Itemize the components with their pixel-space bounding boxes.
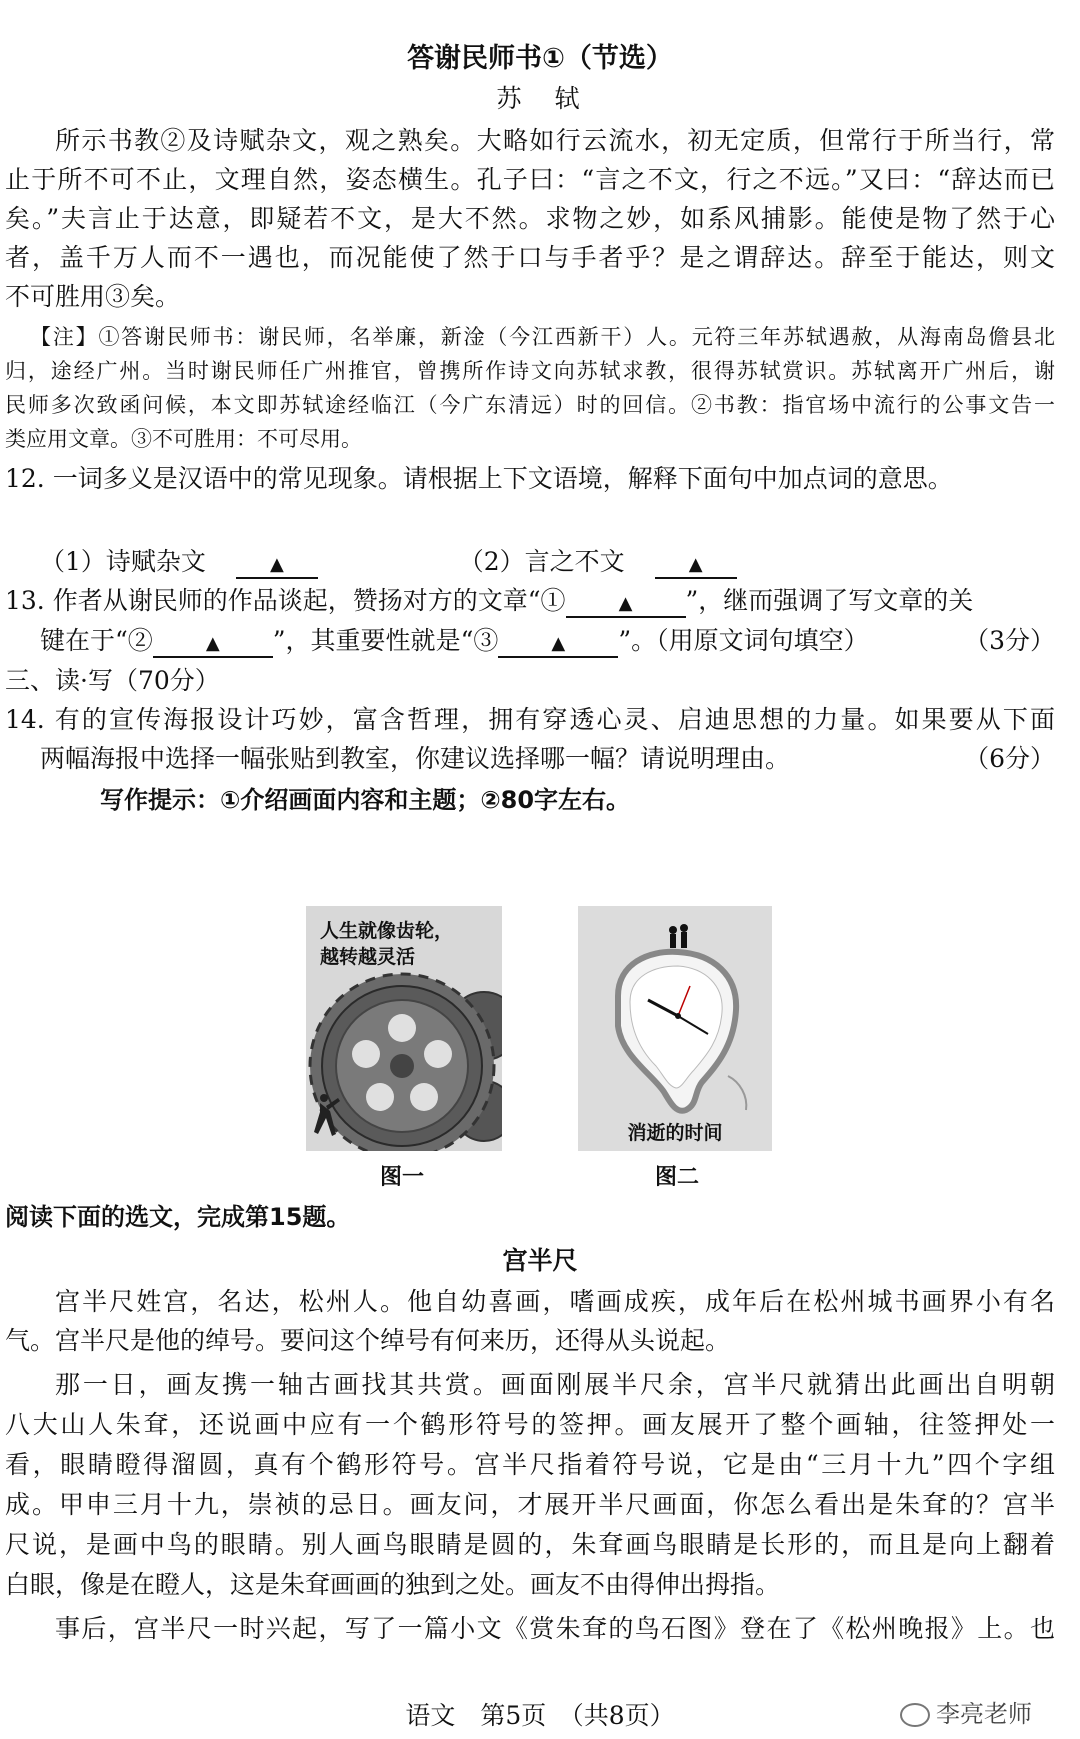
question-13-score: （3分）: [964, 626, 1055, 655]
poster-2-caption: 图二: [655, 1165, 700, 1190]
poster-1-caption: 图一: [380, 1165, 425, 1190]
question-13-line-2: [40, 624, 1055, 658]
section-heading: 三、读·写（70分）: [5, 666, 220, 695]
passage-line: 所示书教②及诗赋杂文，观之熟矣。大略如行云流水，初无定质，但常行于所当行，常: [55, 126, 1055, 155]
footnote-line: 民师多次致函问候，本文即苏轼途经临江（今广东清远）时的回信。②书教：指官场中流行的公事文告一: [5, 393, 1055, 417]
story-line: 宫半尺姓宫，名达，松州人。他自幼喜画，嗜画成疾，成年后在松州城书画界小有名: [55, 1287, 1055, 1316]
q13-text: 键在于“②: [40, 626, 153, 655]
watermark-text: 李亮老师: [936, 1700, 1032, 1728]
q13-text: ”，其重要性就是“③: [272, 626, 499, 655]
question-13-line-1: [5, 584, 1055, 618]
q12-answer-blank-2[interactable]: ▲: [655, 553, 737, 579]
reading-intro: 阅读下面的选文，完成第15题。: [5, 1203, 351, 1231]
q12-item-1: （1）诗赋杂文: [40, 547, 206, 576]
writing-tip: 写作提示：①介绍画面内容和主题；②80字左右。: [100, 786, 631, 814]
passage-line: 不可胜用③矣。: [5, 282, 181, 311]
question-14-line-1: 14. 有的宣传海报设计巧妙，富含哲理，拥有穿透心灵、启迪思想的力量。如果要从下面: [5, 705, 1055, 734]
poster-clock: [578, 906, 772, 1151]
story-line: 气。宫半尺是他的绰号。要问这个绰号有何来历，还得从头说起。: [5, 1326, 731, 1355]
q13-text: 13. 作者从谢民师的作品谈起，赞扬对方的文章“①: [5, 586, 566, 615]
q12-item-2: （2）言之不文: [458, 547, 625, 576]
poster-gears: [306, 906, 502, 1151]
passage-title: 答谢民师书①（节选）: [407, 43, 673, 74]
story-line: 尺说，是画中鸟的眼睛。别人画鸟眼睛是圆的，朱耷画鸟眼睛是长形的，而且是向上翻着: [5, 1530, 1055, 1559]
q13-answer-blank-1[interactable]: ▲: [566, 592, 686, 618]
q13-answer-blank-3[interactable]: ▲: [498, 632, 618, 658]
passage-line: 者，盖千万人而不一遇也，而况能使了然于口与手者乎？是之谓辞达。辞至于能达，则文: [5, 243, 1055, 272]
story-line: 白眼，像是在瞪人，这是朱耷画画的独到之处。画友不由得伸出拇指。: [5, 1570, 781, 1599]
story-line: 看，眼睛瞪得溜圆，真有个鹤形符号。宫半尺指着符号说，它是由“三月十九”四个字组: [5, 1450, 1055, 1479]
story-line: 事后，宫半尺一时兴起，写了一篇小文《赏朱耷的鸟石图》登在了《松州晚报》上。也: [55, 1614, 1055, 1643]
passage-line: 矣。”夫言止于达意，即疑若不文，是大不然。求物之妙，如系风捕影。能使是物了然于心: [5, 204, 1055, 233]
melting-clock-icon: [578, 906, 772, 1151]
page-footer: 语文 第5页 （共8页）: [405, 1701, 675, 1730]
footnote-line: 类应用文章。③不可胜用：不可尽用。: [5, 427, 362, 451]
question-14-line-2: [40, 742, 1055, 776]
story-line: 那一日，画友携一轴古画找其共赏。画面刚展半尺余，宫半尺就猜出此画出自明朝: [55, 1370, 1055, 1399]
q13-answer-blank-2[interactable]: ▲: [153, 632, 273, 658]
question-12: 12. 一词多义是汉语中的常见现象。请根据上下文语境，解释下面句中加点词的意思。: [5, 464, 953, 493]
watermark: [900, 1694, 1032, 1729]
passage-line: 止于所不可不止，文理自然，姿态横生。孔子曰：“言之不文，行之不远。”又曰：“辞达而已: [5, 165, 1055, 194]
footnote-line: 归，途经广州。当时谢民师任广州推官，曾携所作诗文向苏轼求教，很得苏轼赏识。苏轼离开广州后，谢: [5, 359, 1055, 383]
question-12-items: [40, 545, 1040, 579]
passage-author: 苏 轼: [496, 84, 584, 113]
poster-2-text: 消逝的时间: [627, 1122, 723, 1144]
story-title: 宫半尺: [502, 1246, 578, 1275]
q13-text: ”，继而强调了写文章的关: [685, 586, 974, 615]
wechat-icon: [900, 1703, 930, 1727]
story-line: 八大山人朱耷，还说画中应有一个鹤形符号的签押。画友展开了整个画轴，往签押处一: [5, 1410, 1055, 1439]
footnote-line: 【注】①答谢民师书：谢民师，名举廉，新淦（今江西新干）人。元符三年苏轼遇赦，从海南岛儋县北: [30, 325, 1055, 349]
q12-answer-blank-1[interactable]: ▲: [236, 553, 318, 579]
question-14-score: （6分）: [964, 744, 1055, 773]
q14-text: 两幅海报中选择一幅张贴到教室，你建议选择哪一幅？请说明理由。: [40, 744, 791, 773]
q13-text: ”。（用原文词句填空）: [618, 626, 869, 655]
story-line: 成。甲申三月十九，崇祯的忌日。画友问，才展开半尺画面，你怎么看出是朱耷的？宫半: [5, 1490, 1055, 1519]
poster-1-text-1: 人生就像齿轮，: [320, 920, 454, 942]
poster-1-text-2: 越转越灵活: [320, 946, 416, 968]
